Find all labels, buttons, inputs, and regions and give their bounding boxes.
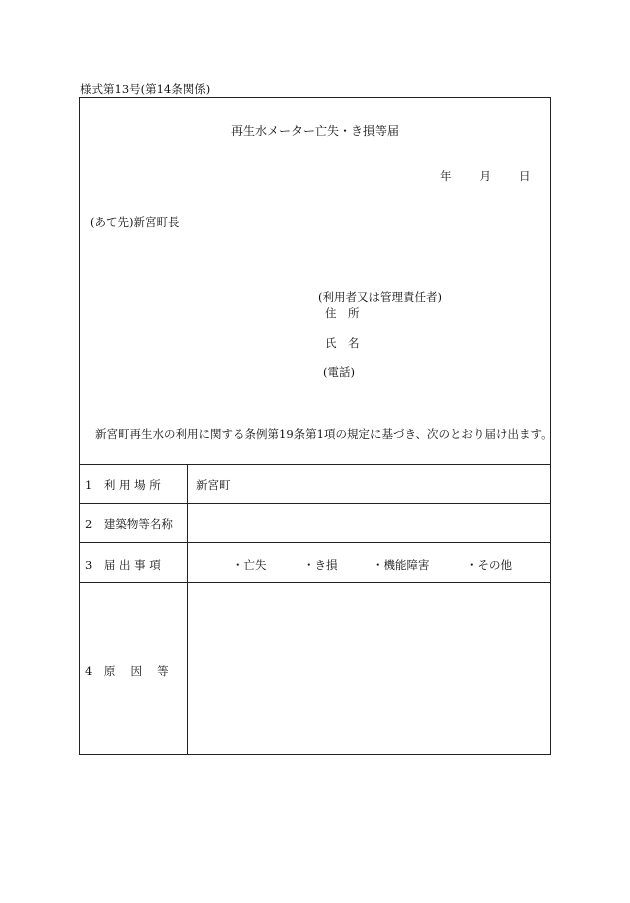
building-name-field[interactable] [196,516,536,534]
option-damage[interactable]: ・き損 [303,558,338,572]
date-month: 月 [479,169,491,183]
form-number: 様式第13号(第14条関係) [80,82,211,96]
column-divider [187,464,188,755]
row-label-location: 1 利 用 場 所 [85,478,161,492]
name-label: 氏 名 [325,336,360,350]
option-other[interactable]: ・その他 [466,558,512,572]
date-year: 年 [440,169,452,183]
option-loss[interactable]: ・亡失 [232,558,267,572]
row-label-building: 2 建築物等名称 [85,517,173,531]
table-top-border [79,464,551,465]
row-divider [79,582,551,583]
form-title: 再生水メーター亡失・き損等届 [230,124,399,138]
applicant-role: (利用者又は管理責任者) [318,290,442,304]
row-label-cause: 4 原 因 等 [85,664,169,678]
date-line [440,168,531,184]
statement: 新宮町再生水の利用に関する条例第19条第1項の規定に基づき、次のとおり届け出ます。 [95,427,553,441]
row-divider [79,503,551,504]
option-malfunction[interactable]: ・機能障害 [372,558,430,572]
location-field[interactable]: 新宮町 [196,478,231,492]
phone-label: (電話) [323,365,355,379]
cause-field[interactable] [196,590,541,745]
addressee: (あて先)新宮町長 [90,215,180,229]
row-label-notification: 3 届 出 事 項 [85,558,161,572]
row-divider [79,542,551,543]
date-day: 日 [519,169,531,183]
address-label: 住 所 [325,306,360,320]
